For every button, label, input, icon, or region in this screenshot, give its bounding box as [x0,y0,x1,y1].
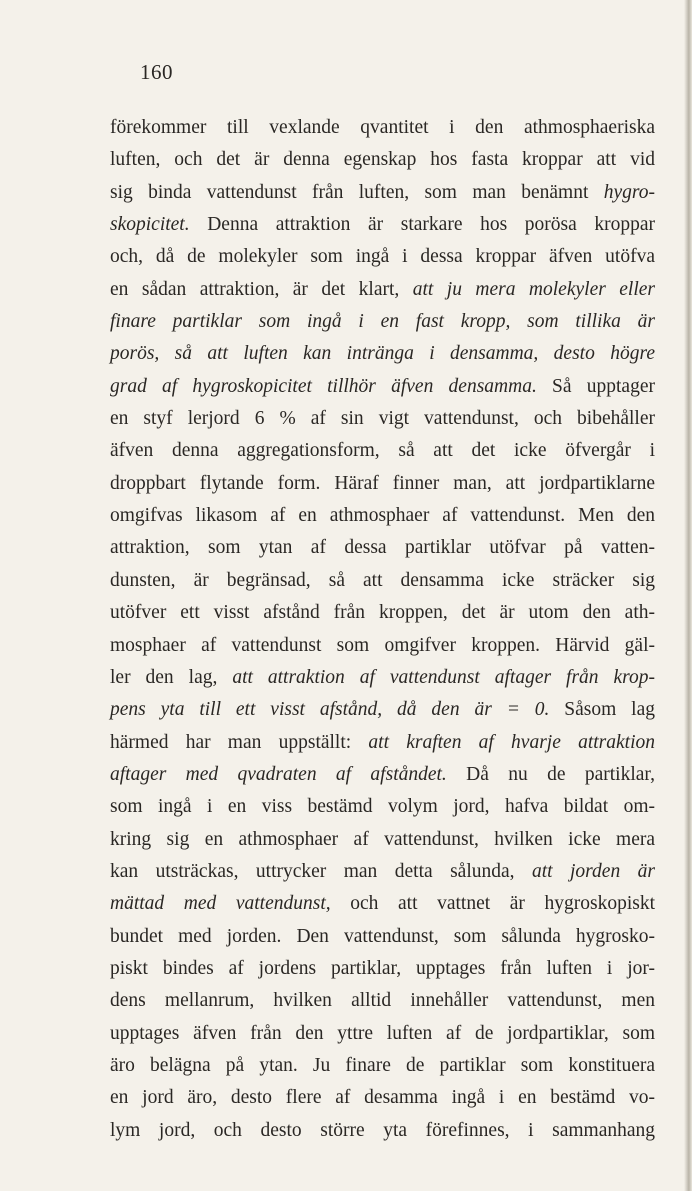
text-segment: äfven denna aggregationsform, så att det icke öfvergår i [110,440,655,462]
text-line [110,403,655,435]
text-segment: äro belägna på ytan. Ju finare de partiklar som konstituera [110,1054,655,1076]
text-segment: förekommer till vexlande qvantitet i den athmosphaeriska [110,117,655,138]
italic-text-segment: att kraften af hvarje attraktion [368,731,655,753]
italic-text-segment: att ju mera molekyler eller [412,278,655,300]
text-line [110,791,655,823]
text-line [110,985,655,1017]
text-segment: bundet med jorden. Den vattendunst, som sålunda hygrosko- [110,925,655,947]
text-line [110,500,655,532]
text-segment: attraktion, som ytan af dessa partiklar utöfvar på vatten- [110,537,655,559]
text-line [110,112,655,144]
text-line [110,630,655,662]
text-line [110,338,655,370]
text-line [110,921,655,953]
text-line [110,274,655,306]
text-segment: droppbart flytande form. Häraf finner man, att jordpartiklarne [110,472,655,494]
text-segment: dens mellanrum, hvilken alltid innehåller vattendunst, men [110,990,655,1012]
text-line [110,856,655,888]
text-line [110,306,655,338]
text-line [110,532,655,564]
text-segment: kring sig en athmosphaer af vattendunst, hvilken icke mera [110,828,655,850]
text-line [110,1050,655,1082]
italic-text-segment: skopicitet. [110,214,190,236]
text-segment: Så upptager [536,375,655,397]
text-line [110,435,655,467]
text-line [110,565,655,597]
text-line [110,1018,655,1050]
italic-text-segment: att jorden är [531,860,655,882]
text-segment: en jord äro, desto flere af desamma ingå i en bestämd vo- [110,1087,655,1109]
text-segment: luften, och det är denna egenskap hos fasta kroppar att vid [110,149,655,171]
page-number: 160 [140,60,173,84]
text-segment: Denna attraktion är starkare hos porösa kroppar [189,214,655,236]
italic-text-segment: att attraktion af vattendunst aftager från krop- [232,666,656,688]
text-line [110,1115,655,1147]
text-segment: som ingå i en viss bestämd volym jord, hafva bildat om- [110,796,655,818]
body-text [110,112,655,1147]
text-segment: dunsten, är begränsad, så att densamma icke sträcker sig [110,569,655,591]
text-line [110,209,655,241]
text-segment: och, då de molekyler som ingå i dessa kroppar äfven utöfva [110,246,655,268]
text-segment: härmed har man uppställt: [110,731,369,753]
text-segment: mosphaer af vattendunst som omgifver kroppen. Härvid gäl- [110,634,655,656]
text-segment: sig binda vattendunst från luften, som man benämnt [110,181,604,203]
text-line [110,371,655,403]
text-line [110,468,655,500]
italic-text-segment: finare partiklar som ingå i en fast kropp, som tillika är [110,311,655,333]
italic-text-segment: hygro- [603,181,655,203]
text-segment: upptages äfven från den yttre luften af de jordpartiklar, som [110,1022,655,1044]
text-line [110,727,655,759]
text-line [110,597,655,629]
text-segment: en sådan attraktion, är det klart, [110,278,413,300]
italic-text-segment: aftager med qvadraten af afståndet. [110,763,447,785]
text-line [110,177,655,209]
text-line [110,824,655,856]
text-segment: utöfver ett visst afstånd från kroppen, det är utom den ath- [110,602,655,624]
text-segment: lym jord, och desto större yta förefinnes, i sammanhang [110,1119,655,1141]
page-edge-shadow [684,0,692,1191]
text-line [110,888,655,920]
italic-text-segment: grad af hygroskopicitet tillhör äfven densamma. [110,375,537,397]
text-line [110,144,655,176]
text-line [110,1082,655,1114]
text-line [110,953,655,985]
text-segment: kan utsträckas, uttrycker man detta sålunda, [110,860,532,882]
text-segment: Då nu de partiklar, [446,763,655,785]
italic-text-segment: pens yta till ett visst afstånd, då den är = 0. [110,699,550,721]
text-segment: ler den lag, [110,666,233,688]
text-line [110,241,655,273]
text-line [110,694,655,726]
italic-text-segment: mättad med vattendunst, [110,893,331,915]
text-segment: piskt bindes af jordens partiklar, upptages från luften i jor- [110,957,655,979]
text-line [110,759,655,791]
text-line [110,662,655,694]
text-segment: och att vattnet är hygroskopiskt [330,893,655,915]
text-segment: Såsom lag [549,699,655,721]
text-segment: omgifvas likasom af en athmosphaer af vattendunst. Men den [110,505,655,527]
italic-text-segment: porös, så att luften kan intränga i densamma, desto högre [110,343,655,365]
text-segment: en styf lerjord 6 % af sin vigt vattendunst, och bibehåller [110,408,655,430]
